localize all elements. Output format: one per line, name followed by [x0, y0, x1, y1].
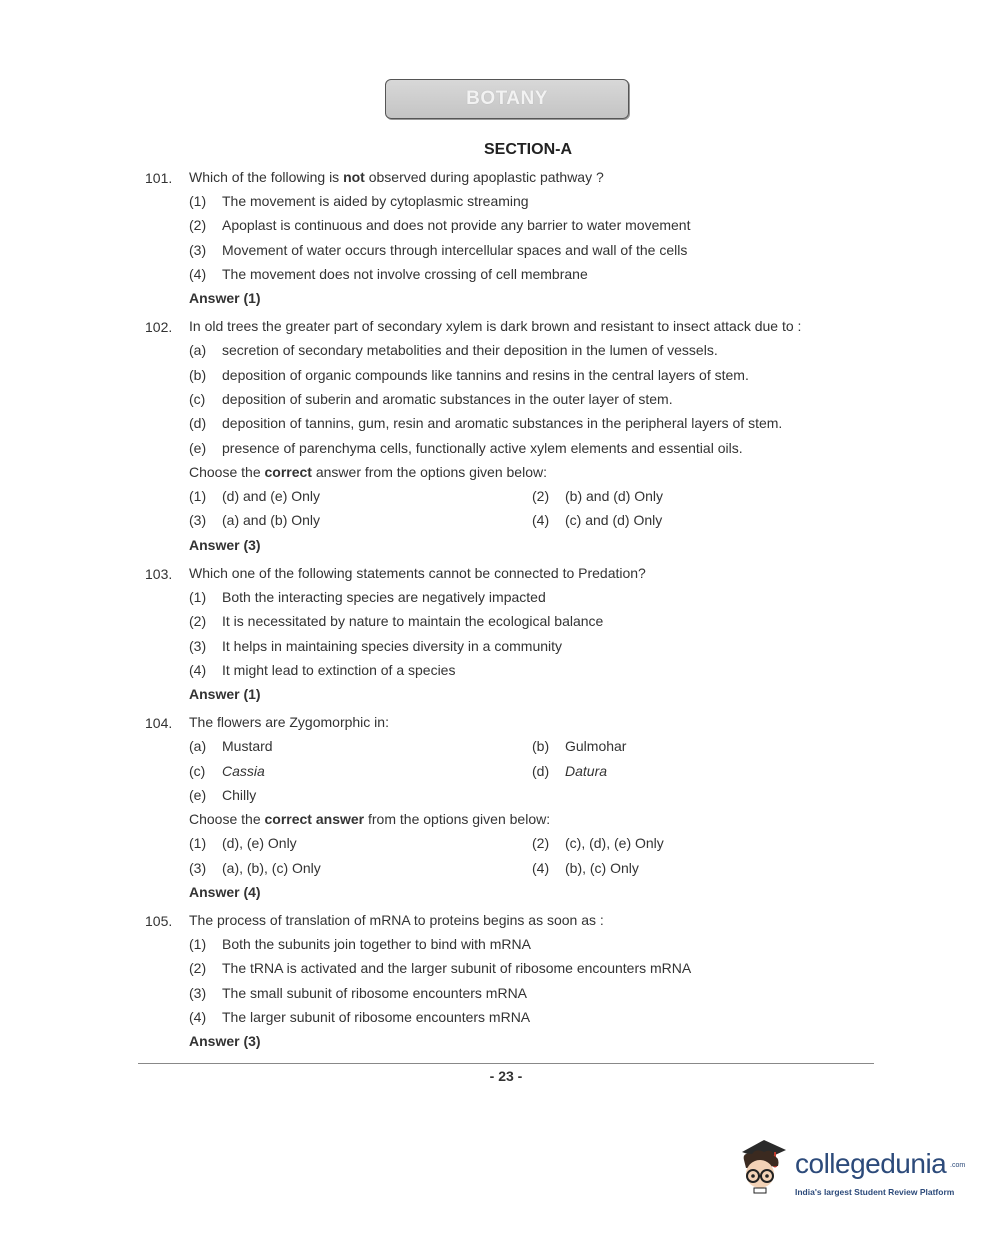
question-number: 104. [145, 715, 173, 731]
answer: Answer (3) [189, 537, 261, 553]
question-number: 103. [145, 566, 173, 582]
statement-label: (d) [532, 763, 550, 779]
option-label: (1) [189, 488, 207, 504]
question-number: 101. [145, 170, 173, 186]
option-text: (b), (c) Only [565, 860, 639, 876]
choose-instruction: Choose the correct answer from the options given below: [189, 811, 551, 827]
statement-label: (c) [189, 391, 206, 407]
footer-divider [138, 1063, 874, 1064]
statement-label: (b) [532, 738, 550, 754]
question-text: Which one of the following statements cannot be connected to Predation? [189, 565, 646, 581]
option-label: (1) [189, 835, 207, 851]
collegedunia-logo-com: .com [950, 1162, 966, 1169]
statement-text: Chilly [222, 787, 257, 803]
statement-label: (e) [189, 787, 207, 803]
option-text: The small subunit of ribosome encounters mRNA [222, 985, 528, 1001]
statement-text: Cassia [222, 763, 265, 779]
answer: Answer (3) [189, 1033, 261, 1049]
option-text: (a) and (b) Only [222, 512, 321, 528]
option-label: (1) [189, 936, 207, 952]
choose-instruction: Choose the correct answer from the options given below: [189, 464, 547, 480]
section-title: SECTION-A [484, 141, 572, 158]
option-text: The tRNA is activated and the larger subunit of ribosome encounters mRNA [222, 960, 692, 976]
option-text: (c), (d), (e) Only [565, 835, 664, 851]
option-text: It is necessitated by nature to maintain the ecological balance [222, 613, 604, 629]
statement-label: (a) [189, 342, 207, 358]
collegedunia-tagline: India's largest Student Review Platform [795, 1187, 955, 1197]
question-number: 105. [145, 913, 173, 929]
option-label: (4) [189, 266, 207, 282]
option-label: (3) [189, 985, 207, 1001]
statement-text: deposition of suberin and aromatic substances in the outer layer of stem. [222, 391, 673, 407]
option-text: Movement of water occurs through intercellular spaces and wall of the cells [222, 242, 688, 258]
option-text: (d), (e) Only [222, 835, 297, 851]
statement-text: presence of parenchyma cells, functionally active xylem elements and essential oils. [222, 440, 743, 456]
option-label: (2) [189, 613, 207, 629]
option-label: (1) [189, 589, 207, 605]
subject-title: BOTANY [466, 88, 548, 109]
option-label: (3) [189, 512, 207, 528]
option-label: (1) [189, 193, 207, 209]
option-label: (2) [189, 217, 207, 233]
option-text: (b) and (d) Only [565, 488, 664, 504]
statement-text: deposition of tannins, gum, resin and aromatic substances in the peripheral layers of stem. [222, 415, 783, 431]
option-text: Apoplast is continuous and does not provide any barrier to water movement [222, 217, 691, 233]
question-text: In old trees the greater part of secondary xylem is dark brown and resistant to insect attack due to : [189, 318, 802, 334]
option-text: Both the interacting species are negatively impacted [222, 589, 546, 605]
answer: Answer (1) [189, 290, 261, 306]
question-text: The flowers are Zygomorphic in: [189, 714, 389, 730]
option-text: The larger subunit of ribosome encounters mRNA [222, 1009, 531, 1025]
option-label: (4) [189, 1009, 207, 1025]
option-text: The movement is aided by cytoplasmic streaming [222, 193, 529, 209]
statement-text: Datura [565, 763, 608, 779]
statement-text: secretion of secondary metabolities and their deposition in the lumen of vessels. [222, 342, 718, 358]
question-text: Which of the following is not observed during apoplastic pathway ? [189, 169, 604, 185]
option-label: (4) [532, 860, 550, 876]
collegedunia-mascot-icon [734, 1138, 794, 1196]
question-number: 102. [145, 319, 173, 335]
page-number: - 23 - [489, 1068, 523, 1084]
option-label: (4) [532, 512, 550, 528]
collegedunia-logo-text: collegedunia [795, 1148, 947, 1179]
option-text: It might lead to extinction of a species [222, 662, 456, 678]
option-label: (3) [189, 860, 207, 876]
option-text: Both the subunits join together to bind with mRNA [222, 936, 531, 952]
option-label: (3) [189, 638, 207, 654]
option-label: (2) [189, 960, 207, 976]
statement-label: (d) [189, 415, 207, 431]
answer: Answer (4) [189, 884, 261, 900]
statement-text: Gulmohar [565, 738, 627, 754]
option-text: (a), (b), (c) Only [222, 860, 321, 876]
statement-label: (a) [189, 738, 207, 754]
option-label: (3) [189, 242, 207, 258]
statement-text: deposition of organic compounds like tannins and resins in the central layers of stem. [222, 367, 749, 383]
option-text: It helps in maintaining species diversity in a community [222, 638, 563, 654]
option-text: The movement does not involve crossing of cell membrane [222, 266, 588, 282]
statement-label: (c) [189, 763, 206, 779]
question-text: The process of translation of mRNA to proteins begins as soon as : [189, 912, 604, 928]
subject-header-box [385, 79, 629, 119]
option-text: (c) and (d) Only [565, 512, 663, 528]
option-text: (d) and (e) Only [222, 488, 321, 504]
option-label: (4) [189, 662, 207, 678]
statement-text: Mustard [222, 738, 273, 754]
option-label: (2) [532, 488, 550, 504]
option-label: (2) [532, 835, 550, 851]
statement-label: (b) [189, 367, 207, 383]
answer: Answer (1) [189, 686, 261, 702]
statement-label: (e) [189, 440, 207, 456]
